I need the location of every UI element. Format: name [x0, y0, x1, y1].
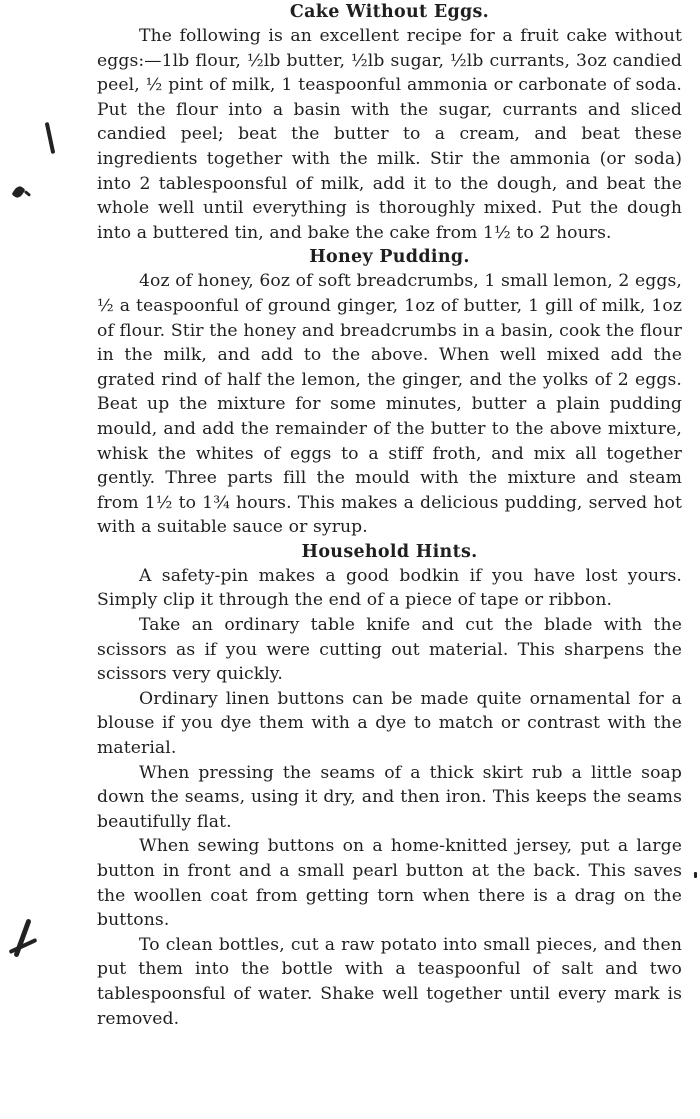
document-page — [97, 0, 682, 1031]
section-title: Honey Pudding. — [309, 247, 470, 268]
paragraph: When pressing the seams of a thick skirt rub a little soap down the seams, using it dry, and then iron. This keeps the seams beautifully flat. — [97, 762, 682, 832]
scan-smudge — [24, 190, 31, 197]
paragraph: Ordinary linen buttons can be made quite ornamental for a blouse if you dye them with a dye to match or contrast with the material. — [97, 688, 682, 759]
paragraph: Take an ordinary table knife and cut the blade with the scissors as if you were cutting out material. This sharpens the scissors very quickly. — [97, 615, 682, 685]
scan-smudge — [13, 918, 31, 957]
section-title: Cake Without Eggs. — [289, 2, 490, 22]
paragraph: When sewing buttons on a home-knitted jersey, put a large button in front and a small pearl button at the back. This saves the woollen coat from getting torn when there is a drag on the buttons. — [97, 836, 682, 931]
paragraph: 4oz of honey, 6oz of soft breadcrumbs, 1 small lemon, 2 eggs, ½ a teaspoonful of ground ginger, 1oz of butter, 1 gill of milk, 1oz of flour. Stir the honey and breadcrumbs in a basin, cook the flour in the milk, and add to the above. When well mixed add the grated rind of half the lemon, the ginger, and the yolks of 2 eggs. Beat up the mixture for some minutes, butter a plain pudding mould, and add the remainder of the butter to the above mixture, whisk the whites of eggs to a stiff froth, and mix all together gently. Three parts fill the mould with the mixture and steam from 1½ to 1¾ hours. This makes a delicious pudding, served hot with a suitable sauce or syrup. — [97, 271, 682, 538]
section-household-hints — [97, 540, 682, 1031]
scan-smudge — [694, 872, 697, 878]
section-title: Household Hints. — [301, 541, 478, 562]
scan-smudge — [45, 122, 56, 154]
section-honey-pudding — [97, 245, 682, 540]
paragraph: A safety-pin makes a good bodkin if you have lost yours. Simply clip it through the end of a piece of tape or ribbon. — [97, 565, 682, 611]
paragraph: The following is an excellent recipe for a fruit cake without eggs:—1lb flour, ½lb butter, ½lb sugar, ½lb currants, 3oz candied peel, ½ pint of milk, 1 teaspoonful ammonia or carbonate of soda. Put the flour into a basin with the sugar, currants and sliced candied peel; beat the butter to a cream, and beat these ingredients together with the milk. Stir the ammonia (or soda) into 2 tablespoonsful of milk, add it to the dough, and beat the whole well until everything is thoroughly mixed. Put the dough into a buttered tin, and bake the cake from 1½ to 2 hours. — [97, 26, 682, 243]
paragraph: To clean bottles, cut a raw potato into small pieces, and then put them into the bottle with a teaspoonful of salt and two tablespoonsful of water. Shake well together until every mark is removed. — [97, 934, 682, 1029]
section-cake-without-eggs — [97, 0, 682, 245]
